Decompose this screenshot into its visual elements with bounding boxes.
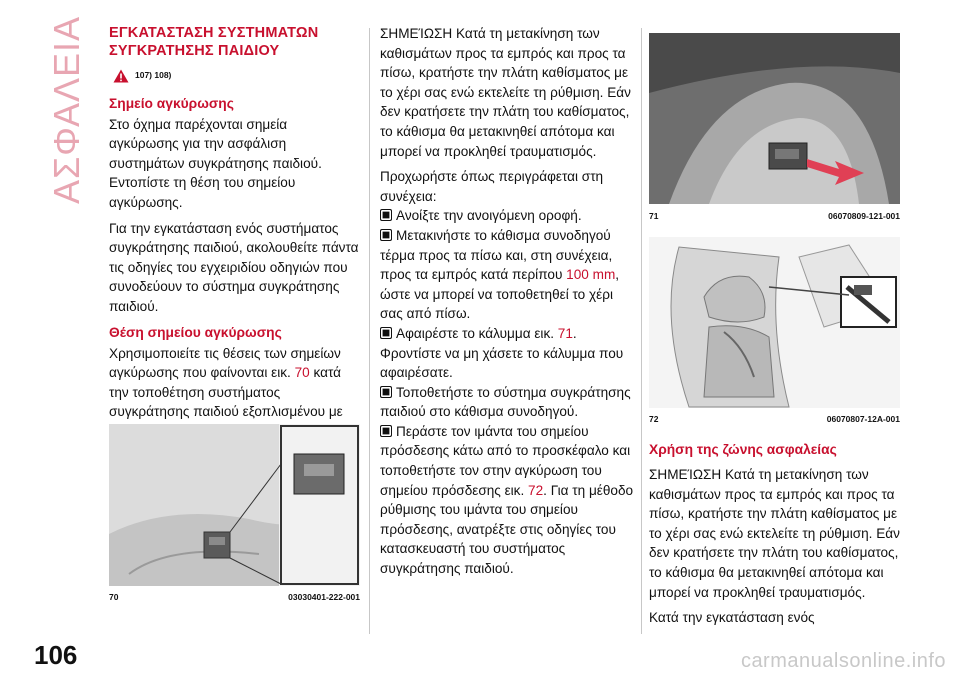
watermark: carmanualsonline.info: [740, 650, 946, 672]
paragraph: Προχωρήστε όπως περιγράφεται στη συνέχεια:: [380, 169, 604, 204]
paragraph: Στο όχημα παρέχονται σημεία αγκύρωσης για την ασφάλιση συστημάτων συγκράτησης παιδιού. Εντοπίστε τη θέση του σημείου αγκύρωσης.: [109, 116, 322, 210]
warning-references: 107) 108): [135, 70, 172, 80]
figure-number: 71: [649, 211, 659, 221]
figure-number: 70: [109, 592, 119, 602]
step-item: [380, 206, 635, 226]
figure-72-image: [649, 237, 900, 408]
distance-value: 100 mm: [566, 267, 616, 283]
column-divider: [641, 28, 642, 634]
figure-code: 06070807-12A-001: [826, 414, 900, 424]
step-text: Τοποθετήστε το σύστημα συγκράτησης παιδιού στο κάθισμα συνοδηγού.: [380, 384, 631, 420]
text-run: Χρησιμοποιείτε τις θέσεις των σημείων αγκύρωσης που φαίνονται εικ.: [109, 345, 341, 381]
figure-ref-71[interactable]: 71: [557, 325, 573, 341]
figure-72-caption: [649, 414, 900, 424]
text-run: κατά την τοποθέτηση συστήματος συγκράτησης παιδιού εξοπλισμένου με: [109, 365, 343, 420]
step-item: [380, 383, 635, 422]
figure-71-caption: [649, 211, 900, 221]
warning-triangle-icon: [113, 69, 129, 83]
section-title-line2: ΣΥΓΚΡΑΤΗΣΗΣ ΠΑΙΔΙΟΥ: [109, 43, 280, 59]
step-text: . Για τη μέθοδο ρύθμισης του ιμάντα του σημείου πρόσδεσης, ανατρέξτε στις οδηγίες του κατασκευαστή του συστήματος συγκράτησης παιδιού.: [380, 482, 634, 577]
figure-number: 72: [649, 414, 659, 424]
step-text: Περάστε τον ιμάντα του σημείου πρόσδεσης κάτω από το προσκέφαλο και τοποθετήστε τον στην αγκύρωση του σημείου πρόσδεσης εικ.: [380, 423, 631, 498]
step-item: [380, 422, 635, 579]
note-paragraph: ΣΗΜΕΊΩΣΗ Κατά τη μετακίνηση των καθισμάτων προς τα εμπρός και προς τα πίσω, κρατήστε την πλάτη καθίσματος με το χέρι σας ενώ εκτελείτε τη ρύθμιση. Εάν δεν κρατήσετε την πλάτη του καθίσματος, το κάθισμα θα μετακινηθεί απότομα και μπορεί να προκληθεί τραυματισμός.: [380, 26, 631, 159]
warning-row: [113, 66, 359, 86]
paragraph: Κατά την εγκατάσταση ενός: [649, 610, 815, 626]
checkbox-bullet-icon: [380, 209, 392, 221]
column-left: [109, 24, 359, 448]
figure-code: 03030401-222-001: [288, 592, 360, 602]
section-title: [109, 24, 359, 60]
subheading-anchor-point: Σημείο αγκύρωσης: [109, 95, 234, 111]
column-divider: [369, 28, 370, 634]
figure-ref-72[interactable]: 72: [528, 482, 544, 498]
checkbox-bullet-icon: [380, 386, 392, 398]
figure-70-image: [109, 424, 360, 586]
step-item: [380, 324, 635, 383]
checkbox-bullet-icon: [380, 229, 392, 241]
subheading-anchor-location: Θέση σημείου αγκύρωσης: [109, 324, 282, 340]
section-side-label: ΑΣΦΑΛΕΙΑ: [46, 15, 87, 205]
figure-71-image: [649, 33, 900, 204]
note-paragraph: ΣΗΜΕΊΩΣΗ Κατά τη μετακίνηση των καθισμάτων προς τα εμπρός και προς τα πίσω, κρατήστε την πλάτη καθίσματος με το χέρι σας ενώ εκτελείτε τη ρύθμιση. Εάν δεν κρατήσετε την πλάτη του καθίσματος, το κάθισμα θα μετακινηθεί απότομα και μπορεί να προκληθεί τραυματισμός.: [649, 467, 900, 600]
column-middle: [380, 24, 635, 585]
step-item: [380, 226, 635, 324]
child-seat-tether-illustration: [649, 237, 900, 408]
page-number: 106: [34, 640, 78, 670]
figure-code: 06070809-121-001: [828, 211, 900, 221]
checkbox-bullet-icon: [380, 425, 392, 437]
step-text: Μετακινήστε το κάθισμα συνοδηγού τέρμα προς τα πίσω και, στη συνέχεια, προς τα εμπρός κατά περίπου: [380, 227, 613, 283]
step-text: Ανοίξτε την ανοιγόμενη οροφή.: [396, 208, 582, 224]
step-text: Φροντίστε να μη χάσετε το κάλυμμα που αφαιρέσατε.: [380, 345, 624, 381]
section-title-line1: ΕΓΚΑΤΑΣΤΑΣΗ ΣΥΣΤΗΜΑΤΩΝ: [109, 25, 319, 41]
checkbox-bullet-icon: [380, 327, 392, 339]
step-text: , ώστε να μπορεί να τοποθετηθεί το χέρι σας από πίσω.: [380, 267, 620, 322]
figure-70-caption: [109, 592, 360, 602]
anchor-point-illustration: [109, 424, 360, 586]
paragraph: Για την εγκατάσταση ενός συστήματος συγκράτησης παιδιού, ακολουθείτε πάντα τις οδηγίες του εγχειριδίου οδηγιών που συνοδεύουν το σύστημα συγκράτησης παιδιού.: [109, 220, 359, 314]
subheading-seat-belt-use: Χρήση της ζώνης ασφαλείας: [649, 442, 837, 457]
step-text: .: [572, 325, 577, 341]
step-text: Αφαιρέστε το κάλυμμα εικ.: [396, 325, 558, 341]
figure-ref-70[interactable]: 70: [294, 365, 310, 381]
cover-removal-illustration: [649, 33, 900, 204]
column-right: [649, 432, 901, 634]
